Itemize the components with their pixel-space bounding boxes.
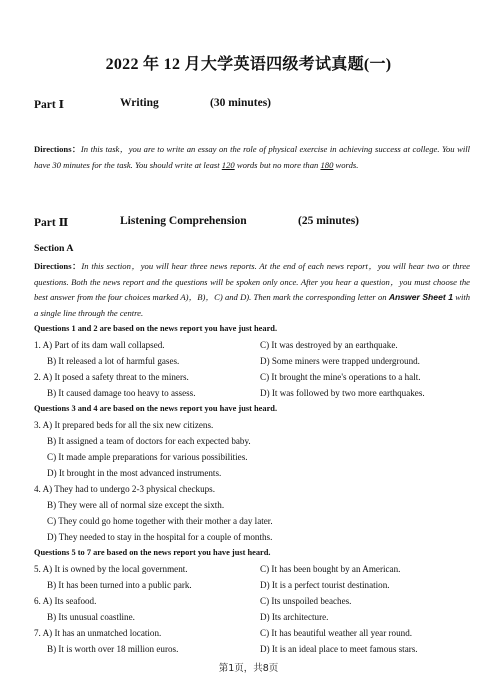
question-option: C) Its unspoiled beaches.	[260, 596, 352, 606]
question-option: 6. A) Its seafood.	[34, 596, 97, 606]
question-option: B) Its unusual coastline.	[47, 612, 135, 622]
min-words: 120	[221, 159, 235, 170]
question-option: B) They were all of normal size except the sixth.	[47, 500, 225, 510]
question-option: B) It released a lot of harmful gases.	[47, 356, 180, 366]
question-option: C) It brought the mine's operations to a halt.	[260, 372, 421, 382]
question-option: D) It is a perfect tourist destination.	[260, 580, 390, 590]
answer-sheet-label: Answer Sheet 1	[388, 292, 453, 302]
question-option: D) It was followed by two more earthquakes.	[260, 388, 425, 398]
question-option: B) It has been turned into a public park.	[47, 580, 192, 590]
part2-name: Listening Comprehension	[120, 215, 247, 227]
part2-label: Part Ⅱ	[34, 217, 69, 229]
directions-text: words.	[333, 159, 359, 170]
section-a-directions	[34, 259, 470, 321]
question-option: C) It made ample preparations for various possibilities.	[47, 452, 248, 462]
part2-time: (25 minutes)	[298, 215, 360, 227]
question-option: 1. A) Part of its dam wall collapsed.	[34, 340, 165, 350]
question-option: C) They could go home together with their mother a day later.	[47, 516, 273, 526]
question-option: B) It caused damage too heavy to assess.	[47, 388, 196, 398]
question-option: C) It was destroyed by an earthquake.	[260, 340, 398, 350]
directions-label: Directions：	[34, 261, 82, 271]
question-option: D) Some miners were trapped underground.	[260, 356, 420, 366]
question-option: 4. A) They had to undergo 2-3 physical checkups.	[34, 484, 215, 494]
directions-label: Directions：	[34, 144, 81, 154]
part1-time: (30 minutes)	[210, 97, 272, 109]
question-group-note: Questions 3 and 4 are based on the news report you have just heard.	[34, 404, 278, 413]
question-option: D) They needed to stay in the hospital for a couple of months.	[47, 532, 273, 542]
question-option: 7. A) It has an unmatched location.	[34, 628, 162, 638]
question-option: D) Its architecture.	[260, 612, 329, 622]
part1-label: Part Ⅰ	[34, 99, 64, 111]
directions-text: In this section，you will hear three news reports. At the end of each news report，you will hear two or three questions. Both the news report and the questions will be spoken only once. After you hear a question，you must choose the best answer from the four choices marked A)，B)，C) and D). Then mark the corresponding letter on	[34, 261, 471, 302]
question-option: 5. A) It is owned by the local government.	[34, 564, 188, 574]
part1-directions	[34, 142, 470, 173]
question-option: D) It is an ideal place to meet famous stars.	[260, 644, 418, 654]
page-footer: 第1页，共8页	[218, 663, 279, 674]
question-option: C) It has beautiful weather all year round.	[260, 628, 413, 638]
question-option: 2. A) It posed a safety threat to the miners.	[34, 372, 189, 382]
question-option: C) It has been bought by an American.	[260, 564, 401, 574]
question-option: 3. A) It prepared beds for all the six new citizens.	[34, 420, 214, 430]
question-option: B) It is worth over 18 million euros.	[47, 644, 179, 654]
directions-text: In this task，you are to write an essay on the role of physical exercise in achieving success at college. You will have 30 minutes for the task. You should write at least	[34, 144, 470, 170]
part1-name: Writing	[120, 97, 159, 109]
question-option: D) It brought in the most advanced instruments.	[47, 468, 222, 478]
question-group-note: Questions 5 to 7 are based on the news report you have just heard.	[34, 548, 271, 557]
max-words: 180	[320, 159, 334, 170]
page-title: 2022 年 12 月大学英语四级考试真题(一)	[105, 56, 392, 73]
directions-text: words but no more than	[234, 159, 321, 170]
question-group-note: Questions 1 and 2 are based on the news report you have just heard.	[34, 324, 278, 333]
section-a-label: Section A	[34, 243, 74, 254]
question-option: B) It assigned a team of doctors for each expected baby.	[47, 436, 251, 446]
directions-text: with a single line through the centre.	[34, 292, 471, 318]
